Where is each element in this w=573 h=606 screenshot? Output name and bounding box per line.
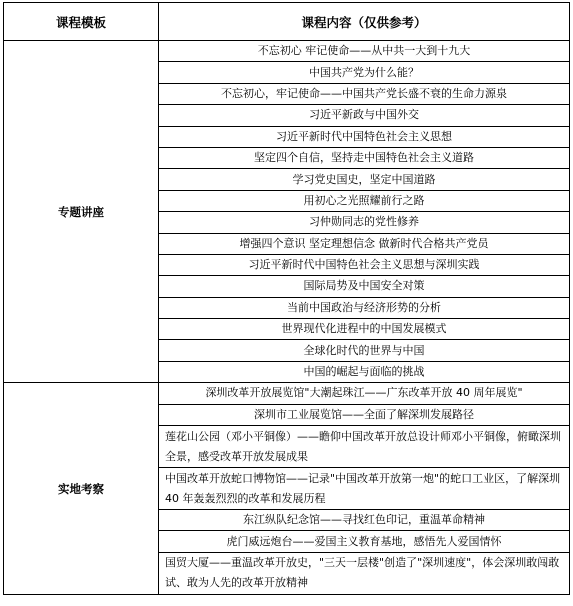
course-item: 深圳改革开放展览馆"大潮起珠江——广东改革开放 40 周年展览" [159,383,570,404]
table-row [4,383,570,404]
course-item: 不忘初心 牢记使命——从中共一大到十九大 [159,41,570,62]
course-item: 中国共产党为什么能？ [159,62,570,83]
course-item: 虎门威远炮台——爱国主义教育基地，感悟先人爱国情怀 [159,531,570,552]
header-course-template: 课程模板 [4,3,159,41]
header-course-content: 课程内容（仅供参考） [159,3,570,41]
table-row [4,41,570,62]
course-item: 习近平新政与中国外交 [159,105,570,126]
course-item: 当前中国政治与经济形势的分析 [159,297,570,318]
course-item: 习近平新时代中国特色社会主义思想 [159,126,570,147]
course-item: 世界现代化进程中的中国发展模式 [159,319,570,340]
course-item: 坚定四个自信，坚持走中国特色社会主义道路 [159,147,570,168]
course-item: 增强四个意识 坚定理想信念 做新时代合格共产党员 [159,233,570,254]
course-item: 东江纵队纪念馆——寻找红色印记，重温革命精神 [159,510,570,531]
course-table [3,2,570,595]
header-row [4,3,570,41]
course-item: 莲花山公园（邓小平铜像）——瞻仰中国改革开放总设计师邓小平铜像，俯瞰深圳全景，感受改革开放发展成果 [159,426,570,468]
course-item: 中国的崛起与面临的挑战 [159,361,570,382]
course-item: 用初心之光照耀前行之路 [159,190,570,211]
course-item: 全球化时代的世界与中国 [159,340,570,361]
category-field-visits: 实地考察 [4,383,159,595]
course-item: 深圳市工业展览馆——全面了解深圳发展路径 [159,404,570,425]
course-item: 学习党史国史，坚定中国道路 [159,169,570,190]
course-item: 习近平新时代中国特色社会主义思想与深圳实践 [159,254,570,275]
course-item: 国贸大厦——重温改革开放史，"三天一层楼"创造了"深圳速度"，体会深圳敢闯敢试、敢为人先的改革开放精神 [159,552,570,594]
course-item: 习仲勋同志的党性修养 [159,212,570,233]
course-item: 中国改革开放蛇口博物馆——记录"中国改革开放第一炮"的蛇口工业区，了解深圳 40 年轰轰烈烈的改革和发展历程 [159,468,570,510]
course-item: 不忘初心，牢记使命——中国共产党长盛不衰的生命力源泉 [159,83,570,104]
category-lectures: 专题讲座 [4,41,159,383]
course-item: 国际局势及中国安全对策 [159,276,570,297]
